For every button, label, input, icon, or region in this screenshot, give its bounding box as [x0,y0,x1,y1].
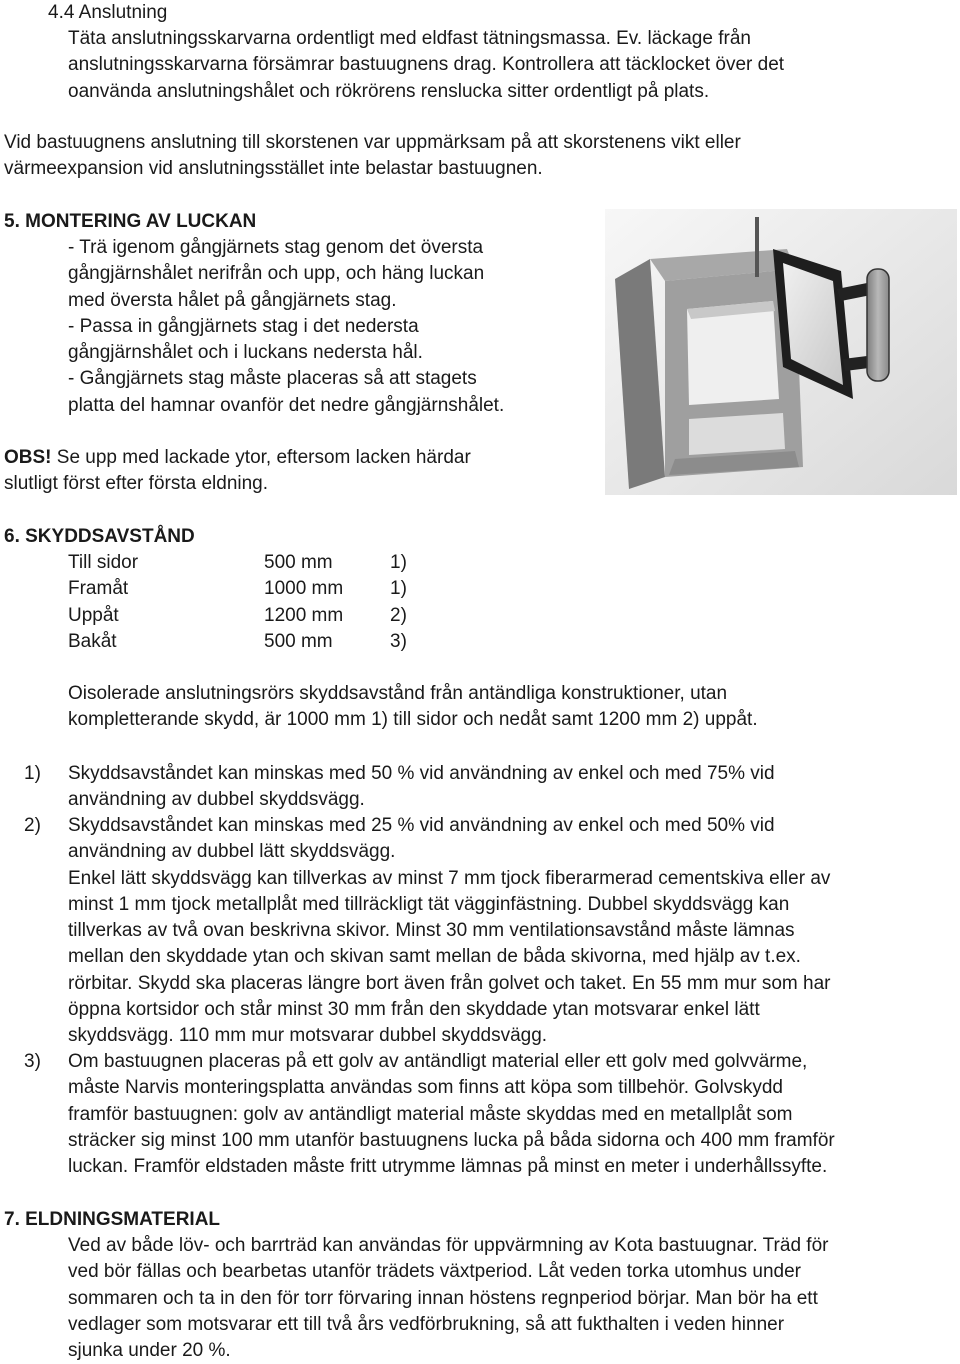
door-frame-render-icon [605,209,957,495]
section-4-4-body [68,26,784,105]
text-line: minst 1 mm tjock metallplåt med tillräckligt tät vägginfästning. Dubbel skyddsvägg kan [68,893,790,915]
text-line: luckan. Framför eldstaden måste fritt utrymme lämnas på minst en meter i underhållssyfte. [68,1156,828,1178]
door-figure [605,209,957,495]
section-7-heading [4,1207,220,1233]
footnote-number: 2) [24,815,41,836]
section-7-body [68,1233,828,1364]
section-heading: 6. SKYDDSAVSTÅND [4,526,195,547]
text-line: oanvända anslutningshålet och rökrörens renslucka sitter ordentligt på plats. [68,80,710,102]
section-heading: 5. MONTERING AV LUCKAN [4,211,257,232]
text-line: - Passa in gångjärnets stag i det nedersta [68,315,419,337]
distance-note: 3) [390,630,407,652]
section-5-heading [4,209,256,235]
distance-direction: Framåt [68,578,129,600]
text-line: - Trä igenom gångjärnets stag genom det översta [68,237,484,258]
text-line: rörbitar. Skydd ska placeras längre bort även från golvet och taket. En 55 mm mur som har [68,972,831,994]
text-line: platta del hamnar ovanför det nedre gångjärnshålet. [68,394,505,416]
distance-direction: Uppåt [68,604,119,626]
footnote-1 [24,761,954,814]
distance-note: 1) [390,578,407,600]
text-line: kompletterande skydd, är 1000 mm 1) till sidor och nedåt samt 1200 mm 2) uppåt. [68,709,758,731]
distance-direction: Till sidor [68,552,139,573]
text-line: ved bör fällas och bearbetas utanför trädets växtperiod. Låt veden torka utomhus under [68,1261,802,1283]
text-line: användning av dubbel lätt skyddsvägg. [68,841,396,863]
obs-label: OBS! [4,447,52,468]
text-line: sjunka under 20 %. [68,1340,231,1362]
text-line: Om bastuugnen placeras på ett golv av antändligt material eller ett golv med golvvärme, [68,1051,808,1072]
section-4-4 [48,0,167,26]
text-line: med översta hålet på gångjärnets stag. [68,289,397,311]
text-line: Oisolerade anslutningsrörs skyddsavstånd från antändliga konstruktioner, utan [68,683,728,704]
obs-note [4,445,471,498]
distance-note: 1) [390,552,407,573]
text-line: Täta anslutningsskarvarna ordentligt med eldfast tätningsmassa. Ev. läckage från [68,28,751,49]
text-line: skyddsvägg. 110 mm mur motsvarar dubbel skyddsvägg. [68,1025,548,1047]
chimney-warning [4,130,741,183]
text-line: gångjärnshålet och i luckans nedersta hål. [68,342,423,364]
text-line: framför bastuugnen: golv av antändligt material måste skyddas med en metallplåt som [68,1103,793,1125]
text-line: mellan den skyddade ytan och skivan samt mellan de båda skivorna, med hjälp av t.ex. [68,946,801,968]
text-line: tillverkas av två ovan beskrivna skivor. Minst 30 mm ventilationsavstånd måste lämnas [68,920,795,942]
text-line: värmeexpansion vid anslutningsstället inte belastar bastuugnen. [4,158,543,180]
footnote-body [68,1049,954,1180]
text-line: sträcker sig minst 100 mm utanför bastuugnens lucka på båda sidorna och 400 mm framför [68,1129,835,1151]
text-line: Vid bastuugnens anslutning till skorstenen var uppmärksam på att skorstenens vikt eller [4,132,741,153]
footnote-body [68,813,954,1050]
text-line: Enkel lätt skyddsvägg kan tillverkas av minst 7 mm tjock fiberarmerad cementskiva eller av [68,867,831,889]
text-line: sommaren och ta in den för torr förvaring innan höstens regnperiod börjar. Man bör ha ett [68,1287,818,1309]
distance-value: 500 mm [264,630,333,652]
distance-note: 2) [390,604,407,626]
distance-value: 1200 mm [264,604,344,626]
text-line: Skyddsavståndet kan minskas med 25 % vid användning av enkel och med 50% vid [68,815,775,836]
text-line: Skyddsavståndet kan minskas med 50 % vid användning av enkel och med 75% vid [68,763,775,784]
footnote-body [68,761,954,814]
text-line: öppna kortsidor och står minst 30 mm från den skyddade ytan motsvarar enkel lätt [68,999,760,1021]
text-line: vedlager som motsvarar ett till två års vedförbrukning, så att fukthalten i veden hinner [68,1313,785,1335]
distance-value: 1000 mm [264,578,344,600]
section-heading: 7. ELDNINGSMATERIAL [4,1209,221,1230]
text-line: gångjärnshålet nerifrån och upp, och häng luckan [68,263,485,285]
footnote-3 [24,1049,954,1180]
footnote-number: 3) [24,1051,41,1072]
footnote-number: 1) [24,763,41,784]
distance-value: 500 mm [264,552,333,573]
text-line: användning av dubbel skyddsvägg. [68,789,365,811]
text-line [4,445,471,471]
distance-direction: Bakåt [68,630,117,652]
distance-table [68,550,450,655]
text-line: Ved av både löv- och barrträd kan användas för uppvärmning av Kota bastuugnar. Träd för [68,1235,829,1256]
text-line: slutligt först efter första eldning. [4,473,269,495]
text-line: anslutningsskarvarna försämrar bastuugnens drag. Kontrollera att täcklocket över det [68,54,785,76]
text-line: - Gångjärnets stag måste placeras så att stagets [68,368,477,390]
uninsulated-pipe-paragraph [68,681,758,734]
section-5-body [68,235,504,419]
section-6-heading [4,524,195,550]
text-line: måste Narvis monteringsplatta användas som finns att köpa som tillbehör. Golvskydd [68,1077,783,1099]
obs-text: Se upp med lackade ytor, eftersom lacken härdar [51,447,471,468]
section-heading: 4.4 Anslutning [48,2,168,23]
footnote-2 [24,813,954,1050]
